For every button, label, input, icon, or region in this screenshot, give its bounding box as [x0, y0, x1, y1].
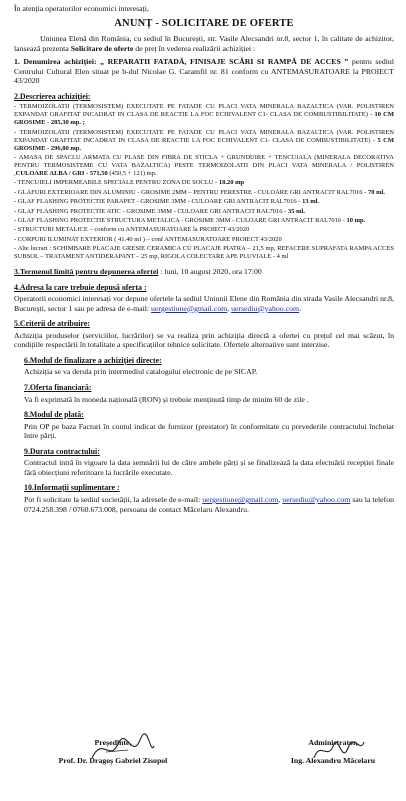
- list-item-text: - TERMOIZOLATII (TERMOSISTEM) EXECUTATE PE FATADE CU PLACI VATA MINERALA BAZALTICA (VAR. POLISTIREN EXPANDAT GRAFITAT INCADRAT IN CLASA DE REACTIE LA FOC ECHIVALENT C1- CLASA DE COMBUSTIBILITATE) -: [14, 128, 394, 144]
- section-9-text: Contractul intră în vigoare la data semnării lui de către ambele părți și se finalizează la data efectuării recepției finale fără obiecțiuni referitoare la lucrările executate.: [24, 458, 394, 477]
- president-signature-icon: [88, 732, 158, 766]
- list-item: [14, 179, 394, 187]
- list-item-text: - GLAF FLASHING PROTECTIE ATIC - GROSIME 3MM - CULOARE GRI ANTRACIT RAL7016 -: [14, 207, 288, 215]
- section-1-heading: 1. Denumirea achiziției:: [14, 57, 101, 67]
- list-item: [14, 208, 394, 216]
- section-10-contact: sau la telefon 0724.258.398 / 0760.673.008, persoana de contact Măcelaru Alexandru.: [24, 495, 394, 514]
- list-item-quantity: 5 CM GROSIME - 296,80 mp.: [14, 136, 394, 152]
- document-title: ANUNȚ - SOLICITARE DE OFERTE: [114, 17, 294, 29]
- section-5-heading: 5.Criterii de atribuire:: [14, 319, 90, 329]
- section-4-sep: ,: [227, 303, 232, 313]
- intro-pre: Uniunea Elenă din România, cu sediul în București, str. Vasile Alecsandri nr.8, sector 1, în calitate de achizitor, lansează prezenta: [14, 34, 394, 53]
- intro-bold: Solicitare de oferte: [70, 43, 134, 53]
- administrator-role: Administrator,: [308, 738, 358, 747]
- section-6-text: Achiziția se va derula prin intermediul catalogului electronic de pe SICAP.: [24, 367, 258, 377]
- administrator-signature-icon: [308, 734, 368, 766]
- section-4-heading: 4.Adresa la care trebuie depusă oferta :: [14, 282, 147, 292]
- section-7-text: Va fi exprimată în moneda națională (RON) și trebuie menținută timp de minim 60 de zile .: [24, 394, 309, 404]
- list-item: [14, 217, 394, 225]
- section-1-name: „ REPARATII FATADĂ, FINISAJE SCĂRI SI RAMPĂ DE ACCES ”: [100, 57, 349, 67]
- list-item-quantity: 18.20 mp: [218, 179, 245, 187]
- section-10-body: Pot fi solicitate la sediul societății, la adresele de e-mail:: [24, 495, 203, 505]
- email-link-gestiune[interactable]: uergestiune@gmail.com: [151, 303, 228, 313]
- list-item-text: - GLAFURI EXTERIOARE DIN ALUMINIU - GROSIME 2MM – PENTRU FERESTRE - CULOARE GRI ANTRACIT RAL7016 -: [14, 188, 368, 196]
- signature-administrator: [268, 738, 398, 765]
- intro-post: de preț în vederea realizării achiziției :: [133, 43, 256, 53]
- list-item-text: - STRUCTURI METALICE – conform cu ANTEMASURATOARE la PROIECT 43/2020: [14, 226, 250, 234]
- list-item-quantity: 10 mp.: [346, 216, 366, 224]
- list-item: [14, 236, 394, 244]
- section-4-text: [14, 294, 394, 313]
- list-item-tail: (450,5 + 121) mp.: [107, 169, 157, 177]
- section-3-value: : luni, 10 august 2020, ora 17:00: [158, 267, 262, 277]
- section-7-heading: 7.Oferta financiară:: [24, 382, 92, 392]
- section-4-end: .: [299, 303, 302, 313]
- list-item-quantity: 35 ml.: [287, 207, 305, 215]
- section-1-rest: pentru sediul Centrului Cultural Elen situat pe b-dul Nicolae G. Caramfil nr. 81 conform cu ANTEMASURATOARE la PROIECT 43/2020: [14, 57, 394, 86]
- list-item: [14, 103, 394, 127]
- list-item-quantity: CULOARE ALBA / GRI - 571,50: [15, 169, 108, 177]
- president-name: Prof. Dr. Dragoș Gabriel Zisopol: [58, 755, 168, 765]
- list-item-text: - Alte lucrari : SCHIMBARE PLACAJE GRESIE CERAMICA CU PLACAJE PIATRA – 21,5 mp, REFACERE SUPRAFATA RAMPA ACCES SUBSOL – TRATAMENT ANTIDERAPANT – 25 mp, RIGOLA COLECTARE APE PLUVIALE - 4 ml: [14, 245, 394, 261]
- section-6-heading: 6.Modul de finalizare a achiziției directe:: [24, 355, 162, 365]
- section-5-text: Achiziția produselor (serviciilor, lucrărilor) se va realiza prin achiziția directă a ofertei cu prețul cel mai scăzut, în condițiile respectării în totalitate a specificațiilor tehnice solicitate. Ofertele alternative sunt interzise.: [14, 330, 394, 350]
- intro-paragraph: [14, 34, 394, 53]
- list-item: [14, 154, 394, 178]
- works-list: [14, 103, 394, 261]
- list-item: [14, 129, 394, 153]
- list-item-text: - CORPURI ILUMINAT EXTERIOR ( 41.40 ml ) – conf ANTEMASURATOARE PROIECT 43/2020: [14, 235, 282, 243]
- email-link-sediu[interactable]: uersediu@yahoo.com: [231, 303, 300, 313]
- list-item: [14, 189, 394, 197]
- section-8-heading: 8.Modul de plată:: [24, 410, 84, 420]
- section-2-heading: 2.Descrierea achiziției:: [14, 91, 91, 101]
- addressee-line: În atenția operatorilor economici interesați,: [14, 4, 149, 13]
- section-9-heading: 9.Durata contractului:: [24, 446, 100, 456]
- email-link-sediu-2[interactable]: uersediu@yahoo.com: [282, 495, 351, 505]
- section-10-sep: ,: [278, 495, 283, 505]
- list-item-quantity: 70 ml.: [367, 188, 385, 196]
- list-item-quantity: 10 CM GROSIME - 285,30 mp. ;: [14, 111, 394, 127]
- list-item-text: - AMASA DE SPACLU ARMATA CU PLASE DIN FIBRA DE STICLA + GRUNDUIRE + TENCUIALA (MINERALA DECORATIVA PENTRU TERMOSISTEME CU VATA BAZALTICA) PESTE TERMOIZOLATII DIN PLACI VATA MINERALA / POLISTIREN ,: [14, 153, 394, 177]
- list-item: [14, 245, 394, 261]
- section-8-text: Prin OP pe baza Facturi în contul indicat de furnizor (prestator) în conformitate cu prevederile contractului încheiat între părți.: [24, 421, 394, 441]
- section-1: [14, 57, 394, 86]
- list-item: [14, 198, 394, 206]
- section-10-text: [14, 495, 394, 514]
- signature-block: [0, 738, 406, 798]
- list-item-text: - TENCUIELI IMPERMEABILE SPECIALE PENTRU ZONA DE SOCLU -: [14, 179, 219, 187]
- section-3: [14, 267, 394, 277]
- section-10-heading: 10.Informații suplimentare :: [24, 483, 120, 493]
- president-role: Președinte,: [94, 738, 132, 747]
- email-link-gestiune-2[interactable]: uergestiune@gmail.com: [202, 495, 279, 505]
- signature-president: [38, 738, 188, 765]
- list-item-text: - TERMOIZOLATII (TERMOSISTEM) EXECUTATE PE FATADE CU PLACI VATA MINERALA BAZALTICA (VAR. POLISTIREN EXPANDAT GRAFITAT INCADRAT IN CLASA DE REACTIE LA FOC ECHIVALENT C1- CLASA DE COMBUSTIBILITATE) -: [14, 103, 394, 119]
- list-item-text: - GLAF FLASHING PROTECTIE STRUCTURA METALICA - GROSIME 3MM - CULOARE GRI ANTRACIT RAL7016 -: [14, 216, 347, 224]
- section-4-body: Operatorii economici interesați vor depune ofertele la sediul Uniunii Elene din România din strada Vasile Alecsandri nr.8, București, sector 1 sau pe adresa de e-mail:: [14, 294, 394, 313]
- section-3-heading: 3.Termenul limită pentru depunerea ofertei: [14, 267, 159, 277]
- list-item-text: - GLAF FLASHING PROTECTIE PARAPET - GROSIME 3MM - CULOARE GRI ANTRACIT RAL7016 -: [14, 198, 303, 206]
- list-item-quantity: 13 ml.: [302, 198, 320, 206]
- administrator-name: Ing. Alexandru Măcelaru: [290, 755, 376, 765]
- list-item: [14, 226, 394, 234]
